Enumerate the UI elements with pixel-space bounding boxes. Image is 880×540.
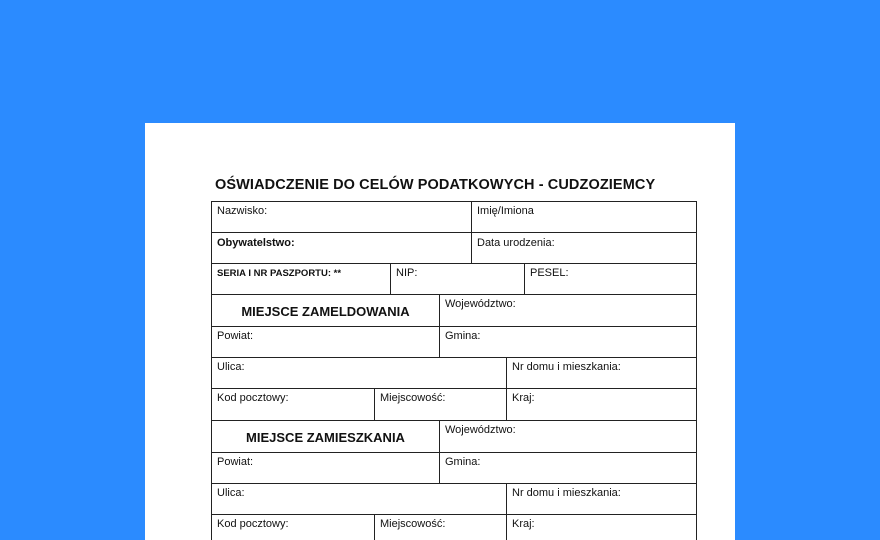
- document-sheet: [145, 123, 735, 540]
- field-zamieszkanie-gmina[interactable]: Gmina:: [445, 456, 481, 468]
- field-zamieszkanie-ulica[interactable]: Ulica:: [212, 484, 507, 514]
- field-pesel[interactable]: PESEL:: [530, 267, 569, 279]
- field-zameldowanie-kod-pocztowy[interactable]: Kod pocztowy:: [212, 389, 375, 420]
- field-data-urodzenia[interactable]: Data urodzenia:: [477, 237, 555, 249]
- form-row-zameldowanie-ulica: [212, 358, 696, 389]
- field-zamieszkanie-miejscowosc[interactable]: Miejscowość:: [375, 515, 507, 540]
- form-row-zamieszkanie-kod: [212, 515, 696, 540]
- field-zameldowanie-kraj[interactable]: Kraj:: [512, 392, 535, 404]
- form-row-zameldowanie-kod: [212, 389, 696, 421]
- form-row-zamieszkanie-header: [212, 421, 696, 453]
- form-row-zamieszkanie-powiat: [212, 453, 696, 484]
- field-seria-paszportu[interactable]: SERIA I NR PASZPORTU: **: [212, 264, 391, 294]
- field-nip[interactable]: NIP:: [391, 264, 525, 294]
- section-heading-zameldowanie: MIEJSCE ZAMELDOWANIA: [212, 295, 440, 326]
- document-title: OŚWIADCZENIE DO CELÓW PODATKOWYCH - CUDZOZIEMCY: [215, 177, 656, 193]
- field-zamieszkanie-powiat[interactable]: Powiat:: [212, 453, 440, 483]
- field-nazwisko[interactable]: Nazwisko:: [212, 202, 472, 232]
- form-row-citizenship: [212, 233, 696, 264]
- form-row-name: [212, 202, 696, 233]
- field-zamieszkanie-nr-domu[interactable]: Nr domu i mieszkania:: [512, 487, 621, 499]
- section-heading-zamieszkanie: MIEJSCE ZAMIESZKANIA: [212, 421, 440, 452]
- declaration-form: [211, 201, 697, 540]
- field-zameldowanie-ulica[interactable]: Ulica:: [212, 358, 507, 388]
- field-zamieszkanie-wojewodztwo[interactable]: Województwo:: [445, 424, 516, 436]
- field-zameldowanie-wojewodztwo[interactable]: Województwo:: [445, 298, 516, 310]
- field-zamieszkanie-kod-pocztowy[interactable]: Kod pocztowy:: [212, 515, 375, 540]
- field-zameldowanie-gmina[interactable]: Gmina:: [445, 330, 481, 342]
- field-zameldowanie-powiat[interactable]: Powiat:: [212, 327, 440, 357]
- field-obywatelstwo[interactable]: Obywatelstwo:: [212, 233, 472, 263]
- field-zamieszkanie-kraj[interactable]: Kraj:: [512, 518, 535, 530]
- field-zameldowanie-miejscowosc[interactable]: Miejscowość:: [375, 389, 507, 420]
- field-imie[interactable]: Imię/Imiona: [477, 205, 534, 217]
- form-row-zameldowanie-header: [212, 295, 696, 327]
- form-row-identity: [212, 264, 696, 295]
- form-row-zameldowanie-powiat: [212, 327, 696, 358]
- field-zameldowanie-nr-domu[interactable]: Nr domu i mieszkania:: [512, 361, 621, 373]
- form-row-zamieszkanie-ulica: [212, 484, 696, 515]
